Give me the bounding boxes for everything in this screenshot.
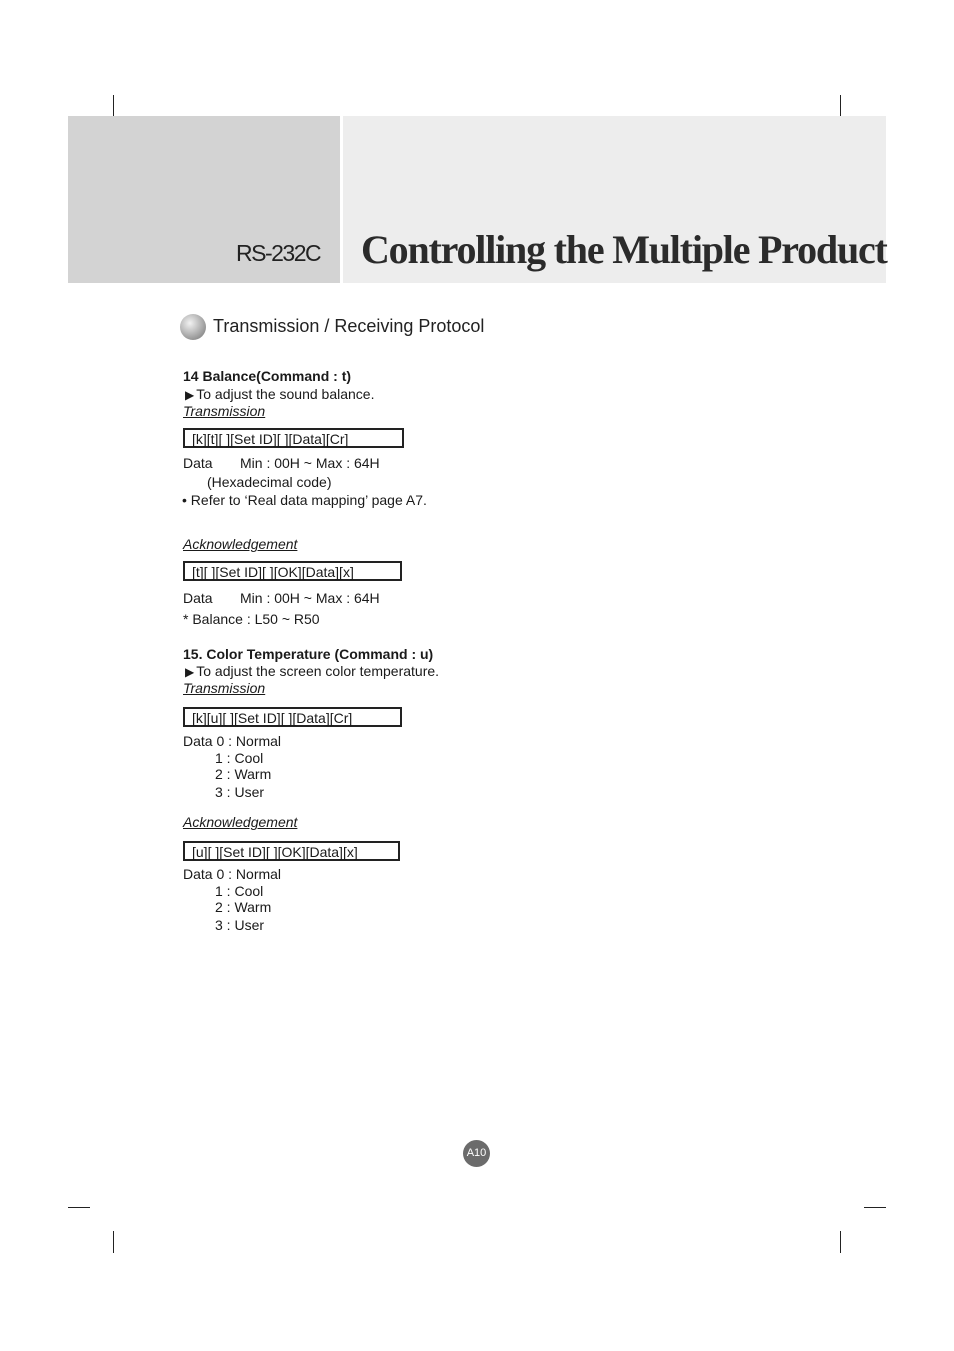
balance-ack-label: Acknowledgement [183,536,298,552]
crop-mark [68,1207,90,1208]
color-temp-data-line: Data 0 : Normal [183,733,282,749]
color-temp-ack-data-line: 2 : Warm [215,899,272,915]
color-temp-transmission-label: Transmission [183,680,266,696]
page-title: Controlling the Multiple Product [361,227,887,272]
balance-refer: • Refer to ‘Real data mapping’ page A7. [182,492,427,508]
balance-data-note: (Hexadecimal code) [207,474,332,490]
crop-mark [113,1231,114,1253]
color-temp-data-line: 3 : User [215,784,265,800]
color-temp-data-line: 2 : Warm [215,766,272,782]
section-title: Transmission / Receiving Protocol [213,316,485,336]
balance-data-range: Min : 00H ~ Max : 64H [240,455,380,471]
crop-mark [113,95,114,117]
balance-description: ▶ To adjust the sound balance. [185,386,375,402]
balance-transmission-code: [k][t][ ][Set ID][ ][Data][Cr] [183,428,404,448]
color-temp-transmission-code: [k][u][ ][Set ID][ ][Data][Cr] [183,707,402,727]
color-temp-data-line: 1 : Cool [215,750,264,766]
balance-transmission-label: Transmission [183,403,266,419]
balance-ack-data-range: Min : 00H ~ Max : 64H [240,590,380,606]
triangle-right-icon: ▶ [185,665,195,679]
balance-ack-data-label: Data [183,590,213,606]
color-temp-ack-code: [u][ ][Set ID][ ][OK][Data][x] [183,841,400,861]
balance-data-label: Data [183,455,213,471]
crop-mark [840,1231,841,1253]
balance-range-note: * Balance : L50 ~ R50 [183,611,320,627]
crop-mark [864,1207,886,1208]
page-number-badge: A10 [463,1140,490,1167]
color-temp-ack-data-line: 3 : User [215,917,265,933]
color-temp-ack-data-line: Data 0 : Normal [183,866,282,882]
color-temp-heading: 15. Color Temperature (Command : u) [183,646,434,662]
sphere-bullet-icon [180,314,206,340]
crop-mark [840,95,841,117]
color-temp-ack-label: Acknowledgement [183,814,298,830]
color-temp-description: ▶ To adjust the screen color temperature. [185,663,440,679]
header-section-label: RS-232C [236,240,321,266]
balance-ack-code: [t][ ][Set ID][ ][OK][Data][x] [183,561,402,581]
triangle-right-icon: ▶ [185,388,195,402]
balance-heading: 14 Balance(Command : t) [183,368,352,384]
color-temp-ack-data-line: 1 : Cool [215,883,264,899]
